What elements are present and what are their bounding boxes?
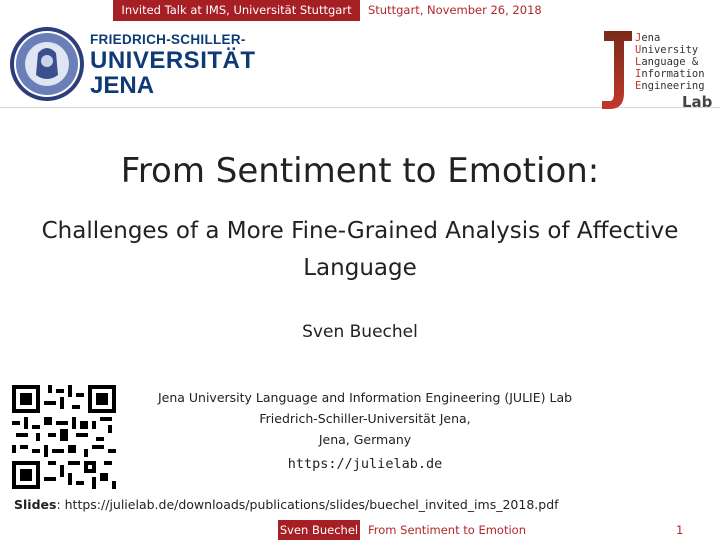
logo-header: [0, 21, 720, 111]
university-logo-text: [90, 33, 256, 98]
affiliation-block: [120, 387, 610, 450]
footer-author: Sven Buechel: [278, 520, 360, 540]
university-seal-icon: [8, 25, 86, 103]
university-line3: JENA: [90, 71, 155, 99]
footer-bar: [0, 520, 720, 540]
top-bar: [0, 0, 720, 21]
svg-text:Lab: Lab: [682, 93, 713, 111]
slide-title: From Sentiment to Emotion:: [120, 151, 600, 191]
affiliation-line: Jena, Germany: [318, 432, 412, 447]
qr-code-icon: [12, 385, 116, 489]
slides-url[interactable]: : https://julielab.de/downloads/publications/slides/buechel_invited_ims_2018.pdf: [56, 497, 559, 512]
svg-text:Jena: Jena: [635, 32, 661, 44]
slides-label: Slides: [14, 497, 57, 512]
footer-title: From Sentiment to Emotion: [368, 523, 526, 537]
slide-subtitle: Challenges of a More Fine-Grained Analysis of Affective Language: [41, 218, 679, 281]
event-label: Invited Talk at IMS, Universität Stuttgart: [113, 0, 360, 21]
slides-link-line: [14, 497, 559, 512]
julie-lab-logo: [600, 31, 714, 113]
svg-text:University: University: [635, 44, 699, 56]
svg-text:Engineering: Engineering: [635, 80, 705, 92]
author-name: Sven Buechel: [302, 322, 418, 342]
affiliation-line: Jena University Language and Information Engineering (JULIE) Lab: [157, 390, 573, 405]
university-line2: UNIVERSITÄT: [90, 46, 256, 74]
website-link[interactable]: https://julielab.de: [287, 456, 443, 472]
svg-text:Information: Information: [635, 68, 705, 80]
page-number: 1: [676, 523, 684, 537]
university-line1: FRIEDRICH-SCHILLER-: [90, 32, 246, 47]
svg-text:Language &: Language &: [635, 56, 699, 68]
location-date-label: Stuttgart, November 26, 2018: [360, 0, 568, 21]
affiliation-line: Friedrich-Schiller-Universität Jena,: [259, 411, 471, 426]
